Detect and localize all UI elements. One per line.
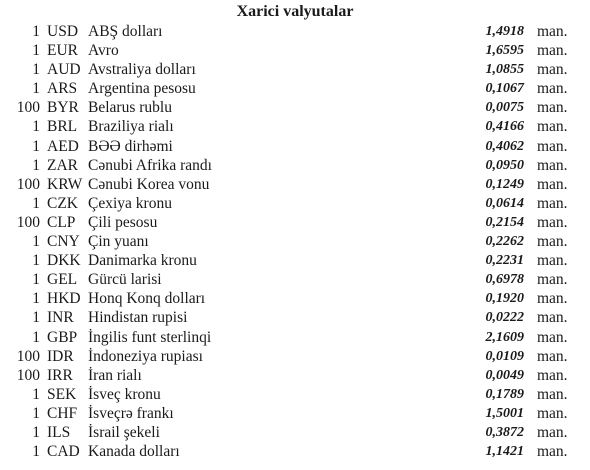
- table-row: [0, 442, 590, 461]
- nominal-cell: 100: [16, 175, 40, 193]
- rate-cell: 2,1609: [485, 329, 524, 345]
- nominal-cell: 1: [32, 309, 40, 327]
- currency-code-cell: BRL: [47, 118, 78, 136]
- currency-name-cell: Kanada dolları: [88, 443, 180, 461]
- rate-cell: 0,0222: [485, 310, 524, 326]
- rate-cell: 0,0614: [485, 195, 524, 211]
- table-row: [0, 156, 590, 175]
- currency-name-cell: BƏƏ dirhəmi: [88, 137, 173, 155]
- table-row: [0, 270, 590, 289]
- currency-code-cell: KRW: [47, 175, 83, 193]
- table-row: [0, 137, 590, 156]
- currency-name-cell: Belarus rublu: [88, 99, 172, 117]
- currency-code-cell: DKK: [47, 252, 81, 270]
- nominal-cell: 1: [32, 328, 40, 346]
- rate-cell: 0,1067: [485, 81, 524, 97]
- currency-name-cell: Avstraliya dolları: [88, 61, 196, 79]
- unit-cell: man.: [537, 271, 568, 289]
- nominal-cell: 100: [16, 213, 40, 231]
- rate-cell: 0,0950: [485, 157, 524, 173]
- nominal-cell: 1: [32, 423, 40, 441]
- rate-cell: 0,1249: [485, 176, 524, 192]
- currency-code-cell: IDR: [47, 347, 74, 365]
- table-row: [0, 308, 590, 327]
- nominal-cell: 1: [32, 404, 40, 422]
- currency-code-cell: CNY: [47, 233, 80, 251]
- nominal-cell: 100: [16, 347, 40, 365]
- nominal-cell: 1: [32, 290, 40, 308]
- currency-code-cell: CZK: [47, 194, 78, 212]
- nominal-cell: 1: [32, 194, 40, 212]
- currency-name-cell: İsveç kronu: [88, 385, 161, 403]
- rate-cell: 1,0855: [485, 62, 524, 78]
- table-row: [0, 404, 590, 423]
- rate-cell: 0,4062: [485, 138, 524, 154]
- rate-cell: 0,0109: [485, 348, 524, 364]
- nominal-cell: 1: [32, 80, 40, 98]
- nominal-cell: 1: [32, 233, 40, 251]
- table-row: [0, 60, 590, 79]
- unit-cell: man.: [537, 118, 568, 136]
- table-row: [0, 98, 590, 117]
- rate-cell: 0,1789: [485, 386, 524, 402]
- unit-cell: man.: [537, 23, 568, 40]
- currency-code-cell: BYR: [47, 99, 79, 117]
- rate-cell: 1,6595: [485, 43, 524, 59]
- nominal-cell: 1: [32, 156, 40, 174]
- rate-cell: 0,2262: [485, 234, 524, 250]
- nominal-cell: 1: [32, 42, 40, 60]
- unit-cell: man.: [537, 423, 568, 441]
- unit-cell: man.: [537, 80, 568, 98]
- currency-name-cell: İndoneziya rupiası: [88, 347, 203, 365]
- table-row: [0, 213, 590, 232]
- currency-code-cell: HKD: [47, 290, 81, 308]
- unit-cell: man.: [537, 194, 568, 212]
- rate-cell: 0,2154: [485, 214, 524, 230]
- page-title: Xarici valyutalar: [236, 3, 354, 20]
- rate-cell: 0,1920: [485, 291, 524, 307]
- currency-name-cell: Gürcü larisi: [88, 271, 162, 289]
- nominal-cell: 1: [32, 271, 40, 289]
- currency-code-cell: SEK: [47, 385, 77, 403]
- unit-cell: man.: [537, 328, 568, 346]
- currency-name-cell: Honq Konq dolları: [88, 290, 206, 308]
- currency-name-cell: İngilis funt sterlinqi: [88, 328, 212, 346]
- currency-code-cell: CAD: [47, 443, 80, 461]
- table-row: [0, 289, 590, 308]
- nominal-cell: 1: [32, 137, 40, 155]
- unit-cell: man.: [537, 156, 568, 174]
- currency-code-cell: AUD: [47, 61, 81, 79]
- rate-cell: 1,5001: [485, 405, 524, 421]
- nominal-cell: 1: [32, 252, 40, 270]
- table-row: [0, 385, 590, 404]
- currency-name-cell: İsveçrə frankı: [88, 404, 174, 422]
- unit-cell: man.: [537, 347, 568, 365]
- unit-cell: man.: [537, 443, 568, 461]
- rate-cell: 0,4166: [485, 119, 524, 135]
- currency-code-cell: CLP: [47, 213, 76, 231]
- currency-code-cell: GBP: [47, 328, 78, 346]
- currency-code-cell: INR: [47, 309, 74, 327]
- table-row: [0, 175, 590, 194]
- rate-cell: 0,3872: [485, 424, 524, 440]
- nominal-cell: 100: [16, 366, 40, 384]
- unit-cell: man.: [537, 175, 568, 193]
- nominal-cell: 100: [16, 99, 40, 117]
- unit-cell: man.: [537, 233, 568, 251]
- unit-cell: man.: [537, 404, 568, 422]
- currency-code-cell: ZAR: [47, 156, 78, 174]
- table-row: [0, 232, 590, 251]
- nominal-cell: 1: [32, 61, 40, 79]
- currency-code-cell: AED: [47, 137, 79, 155]
- nominal-cell: 1: [32, 443, 40, 461]
- currency-name-cell: Braziliya rialı: [88, 118, 174, 136]
- currency-name-cell: Avro: [88, 42, 119, 60]
- unit-cell: man.: [537, 213, 568, 231]
- unit-cell: man.: [537, 309, 568, 327]
- nominal-cell: 1: [32, 23, 40, 40]
- unit-cell: man.: [537, 252, 568, 270]
- rate-cell: 1,4918: [485, 24, 524, 39]
- currency-name-cell: Argentina pesosu: [88, 80, 196, 98]
- table-row: [0, 79, 590, 98]
- currency-name-cell: Çin yuanı: [88, 233, 149, 251]
- unit-cell: man.: [537, 366, 568, 384]
- currency-name-cell: Cənubi Korea vonu: [88, 175, 210, 193]
- rate-cell: 0,0075: [485, 100, 524, 116]
- nominal-cell: 1: [32, 118, 40, 136]
- currency-name-cell: İran rialı: [88, 366, 142, 384]
- nominal-cell: 1: [32, 385, 40, 403]
- unit-cell: man.: [537, 61, 568, 79]
- rate-cell: 0,0049: [485, 367, 524, 383]
- currency-code-cell: IRR: [47, 366, 73, 384]
- currency-name-cell: Çili pesosu: [88, 213, 158, 231]
- exchange-rate-table: [0, 22, 590, 461]
- currency-name-cell: Danimarka kronu: [88, 252, 197, 270]
- table-row: [0, 117, 590, 136]
- currency-code-cell: ARS: [47, 80, 78, 98]
- table-row: [0, 347, 590, 366]
- unit-cell: man.: [537, 99, 568, 117]
- table-row: [0, 251, 590, 270]
- unit-cell: man.: [537, 42, 568, 60]
- currency-name-cell: İsrail şekeli: [88, 423, 160, 441]
- table-row: [0, 41, 590, 60]
- currency-code-cell: EUR: [47, 42, 78, 60]
- rate-cell: 0,2231: [485, 253, 524, 269]
- table-row: [0, 423, 590, 442]
- currency-name-cell: Cənubi Afrika randı: [88, 156, 212, 174]
- currency-name-cell: ABŞ dolları: [88, 23, 163, 40]
- unit-cell: man.: [537, 385, 568, 403]
- table-row: [0, 366, 590, 385]
- rate-cell: 0,6978: [485, 272, 524, 288]
- unit-cell: man.: [537, 290, 568, 308]
- currency-code-cell: CHF: [47, 404, 78, 422]
- table-row: [0, 22, 590, 41]
- currency-code-cell: ILS: [47, 423, 71, 441]
- currency-code-cell: GEL: [47, 271, 78, 289]
- rate-cell: 1,1421: [485, 444, 524, 460]
- currency-name-cell: Hindistan rupisi: [88, 309, 188, 327]
- table-row: [0, 194, 590, 213]
- currency-code-cell: USD: [47, 23, 79, 40]
- table-row: [0, 328, 590, 347]
- currency-name-cell: Çexiya kronu: [88, 194, 172, 212]
- unit-cell: man.: [537, 137, 568, 155]
